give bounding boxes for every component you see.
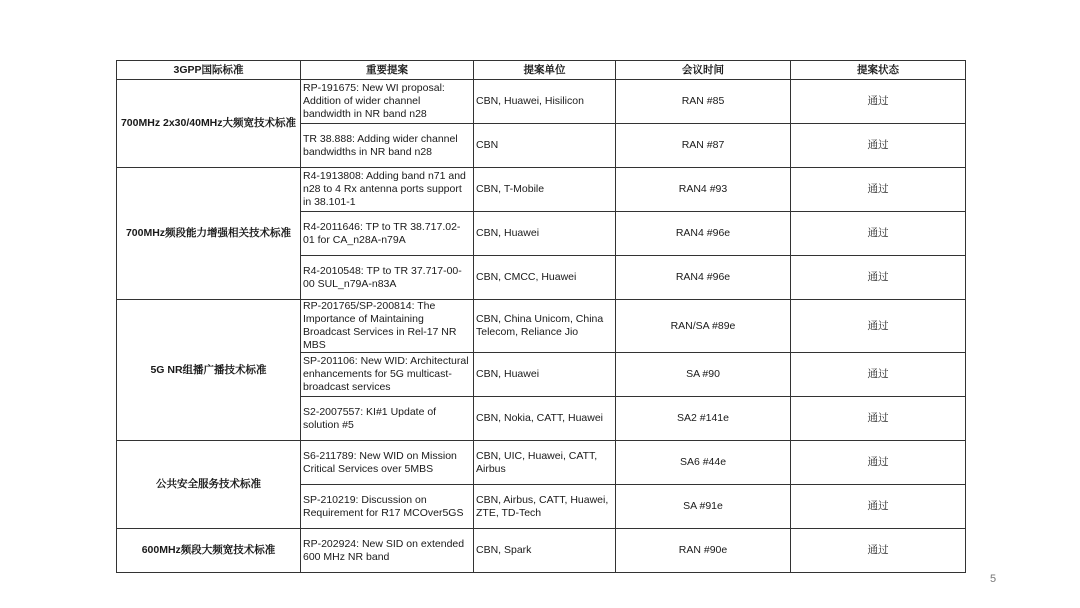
status-cell: 通过	[791, 397, 966, 441]
header-units: 提案单位	[474, 61, 616, 80]
units-cell: CBN, T-Mobile	[474, 168, 616, 212]
status-cell: 通过	[791, 353, 966, 397]
category-cell: 700MHz频段能力增强相关技术标准	[117, 168, 301, 300]
header-status: 提案状态	[791, 61, 966, 80]
proposal-cell: SP-210219: Discussion on Requirement for R17 MCOver5GS	[301, 485, 474, 529]
header-standard: 3GPP国际标准	[117, 61, 301, 80]
meeting-cell: RAN4 #96e	[616, 256, 791, 300]
proposal-cell: RP-202924: New SID on extended 600 MHz NR band	[301, 529, 474, 573]
category-cell: 公共安全服务技术标准	[117, 441, 301, 529]
category-cell: 700MHz 2x30/40MHz大频宽技术标准	[117, 80, 301, 168]
standards-table	[116, 60, 966, 573]
proposal-cell: R4-2011646: TP to TR 38.717.02-01 for CA_n28A-n79A	[301, 212, 474, 256]
table-row	[117, 441, 966, 485]
status-cell: 通过	[791, 168, 966, 212]
meeting-cell: RAN/SA #89e	[616, 300, 791, 353]
status-cell: 通过	[791, 485, 966, 529]
header-row	[117, 61, 966, 80]
status-cell: 通过	[791, 529, 966, 573]
meeting-cell: RAN #85	[616, 80, 791, 124]
units-cell: CBN, Nokia, CATT, Huawei	[474, 397, 616, 441]
status-cell: 通过	[791, 124, 966, 168]
category-cell: 5G NR组播广播技术标准	[117, 300, 301, 441]
meeting-cell: SA #90	[616, 353, 791, 397]
meeting-cell: SA2 #141e	[616, 397, 791, 441]
proposal-cell: RP-201765/SP-200814: The Importance of Maintaining Broadcast Services in Rel-17 NR MBS	[301, 300, 474, 353]
meeting-cell: SA6 #44e	[616, 441, 791, 485]
meeting-cell: RAN #87	[616, 124, 791, 168]
proposal-cell: R4-1913808: Adding band n71 and n28 to 4 Rx antenna ports support in 38.101-1	[301, 168, 474, 212]
status-cell: 通过	[791, 441, 966, 485]
header-proposal: 重要提案	[301, 61, 474, 80]
meeting-cell: RAN #90e	[616, 529, 791, 573]
units-cell: CBN, Airbus, CATT, Huawei, ZTE, TD-Tech	[474, 485, 616, 529]
status-cell: 通过	[791, 212, 966, 256]
table-row	[117, 300, 966, 353]
table-row	[117, 168, 966, 212]
proposal-cell: S6-211789: New WID on Mission Critical Services over 5MBS	[301, 441, 474, 485]
category-cell: 600MHz频段大频宽技术标准	[117, 529, 301, 573]
units-cell: CBN	[474, 124, 616, 168]
proposal-cell: SP-201106: New WID: Architectural enhancements for 5G multicast-broadcast services	[301, 353, 474, 397]
status-cell: 通过	[791, 80, 966, 124]
units-cell: CBN, UIC, Huawei, CATT, Airbus	[474, 441, 616, 485]
table-row	[117, 80, 966, 124]
meeting-cell: RAN4 #96e	[616, 212, 791, 256]
meeting-cell: SA #91e	[616, 485, 791, 529]
units-cell: CBN, Huawei	[474, 212, 616, 256]
units-cell: CBN, Huawei	[474, 353, 616, 397]
table-row	[117, 529, 966, 573]
proposal-cell: S2-2007557: KI#1 Update of solution #5	[301, 397, 474, 441]
units-cell: CBN, CMCC, Huawei	[474, 256, 616, 300]
status-cell: 通过	[791, 256, 966, 300]
page-number: 5	[990, 573, 997, 585]
header-meeting: 会议时间	[616, 61, 791, 80]
proposal-cell: R4-2010548: TP to TR 37.717-00-00 SUL_n79A-n83A	[301, 256, 474, 300]
units-cell: CBN, China Unicom, China Telecom, Reliance Jio	[474, 300, 616, 353]
status-cell: 通过	[791, 300, 966, 353]
proposal-cell: RP-191675: New WI proposal: Addition of wider channel bandwidth in NR band n28	[301, 80, 474, 124]
units-cell: CBN, Huawei, Hisilicon	[474, 80, 616, 124]
proposal-cell: TR 38.888: Adding wider channel bandwidths in NR band n28	[301, 124, 474, 168]
meeting-cell: RAN4 #93	[616, 168, 791, 212]
units-cell: CBN, Spark	[474, 529, 616, 573]
